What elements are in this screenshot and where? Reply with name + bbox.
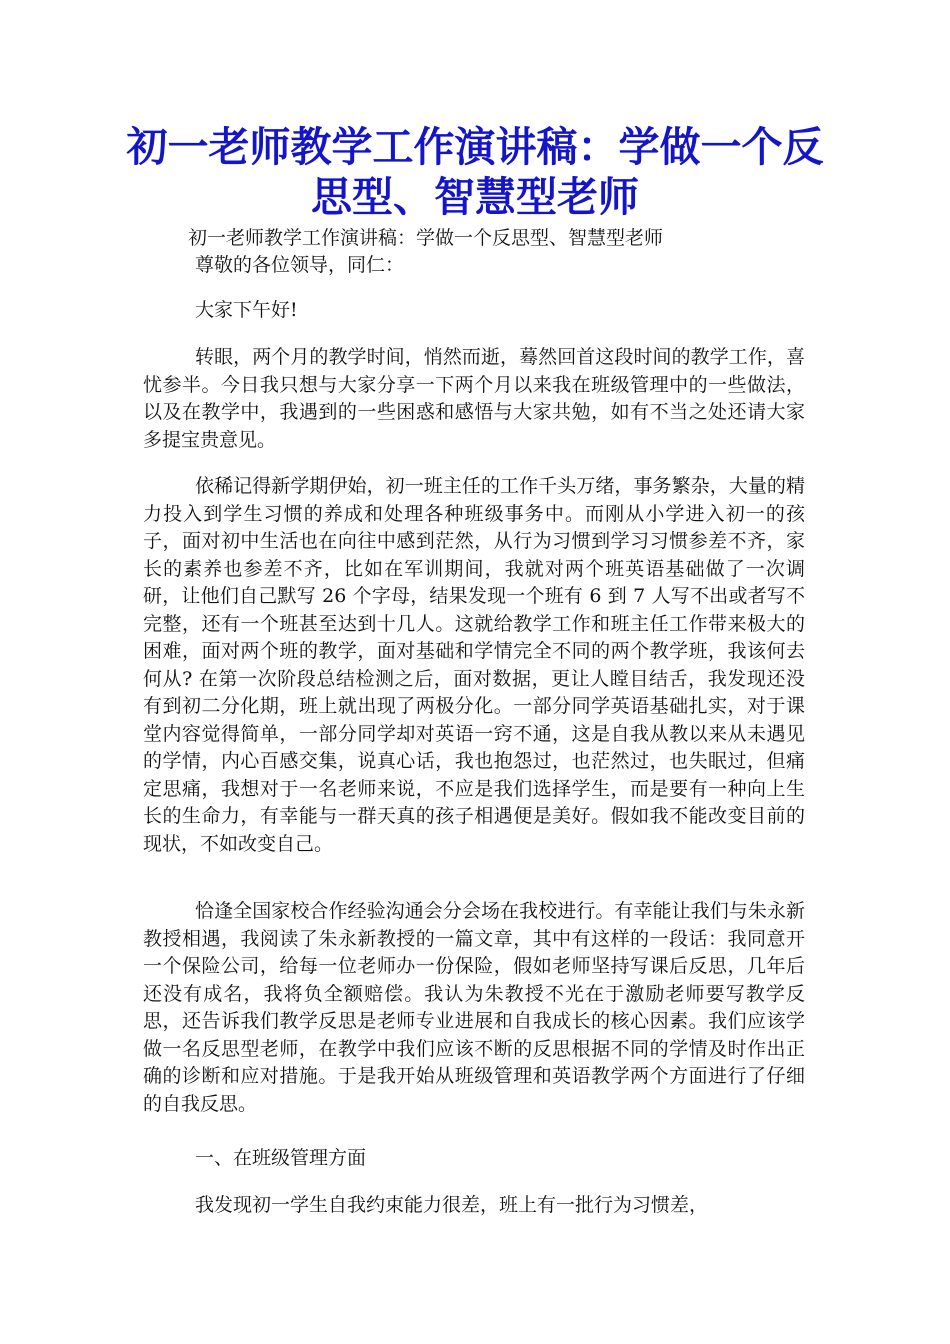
document-subtitle: 初一老师教学工作演讲稿：学做一个反思型、智慧型老师	[188, 227, 664, 249]
greeting: 大家下午好!	[195, 299, 298, 321]
paragraph-1: 转眼，两个月的教学时间，悄然而逝，蓦然回首这段时间的教学工作，喜忧参半。今日我只想与大家分享一下两个月以来我在班级管理中的一些做法，以及在教学中，我遇到的一些困惑和感悟与大家共勉，如有不当之处还请大家多提宝贵意见。	[143, 346, 805, 451]
paragraph-2: 依稀记得新学期伊始，初一班主任的工作千头万绪，事务繁杂，大量的精力投入到学生习惯的养成和处理各种班级事务中。而刚从小学进入初一的孩子，面对初中生活也在向往中感到茫然，从行为习惯到学习习惯参差不齐，家长的素养也参差不齐，比如在军训期间，我就对两个班英语基础做了一次调研，让他们自己默写 26 个字母，结果发现一个班有 6 到 7 人写不出或者写不完整，还有一个班甚至达到十几人。这就给教学工作和班主任工作带来极大的困难，面对两个班的教学，面对基础和学情完全不同的两个教学班，我该何去何从? 在第一次阶段总结检测之后，面对数据，更让人瞠目结舌，我发现还没有到初二分化期，班上就出现了两极分化。一部分同学英语基础扎实，对于课堂内容觉得简单，一部分同学却对英语一窍不通，这是自我从教以来从未遇见的学情，内心百感交集，说真心话，我也抱怨过，也茫然过，也失眠过，但痛定思痛，我想对于一名老师来说，不应是我们选择学生，而是要有一种向上生长的生命力，有幸能与一群天真的孩子相遇便是美好。假如我不能改变目前的现状，不如改变自己。	[143, 475, 805, 855]
paragraph-4: 我发现初一学生自我约束能力很差，班上有一批行为习惯差，	[195, 1194, 709, 1216]
paragraph-3: 恰逢全国家校合作经验沟通会分会场在我校进行。有幸能让我们与朱永新教授相遇，我阅读了朱永新教授的一篇文章，其中有这样的一段话：我同意开一个保险公司，给每一位老师办一份保险，假如老师坚持写课后反思，几年后还没有成名，我将负全额赔偿。我认为朱教授不光在于激励老师要写教学反思，还告诉我们教学反思是老师专业进展和自我成长的核心因素。我们应该学做一名反思型老师，在教学中我们应该不断的反思根据不同的学情及时作出正确的诊断和应对措施。于是我开始从班级管理和英语教学两个方面进行了仔细的自我反思。	[143, 900, 805, 1115]
section-heading: 一、在班级管理方面	[195, 1147, 367, 1169]
salutation: 尊敬的各位领导，同仁：	[195, 254, 405, 276]
document-title: 初一老师教学工作演讲稿：学做一个反思型、智慧型老师	[126, 123, 824, 221]
